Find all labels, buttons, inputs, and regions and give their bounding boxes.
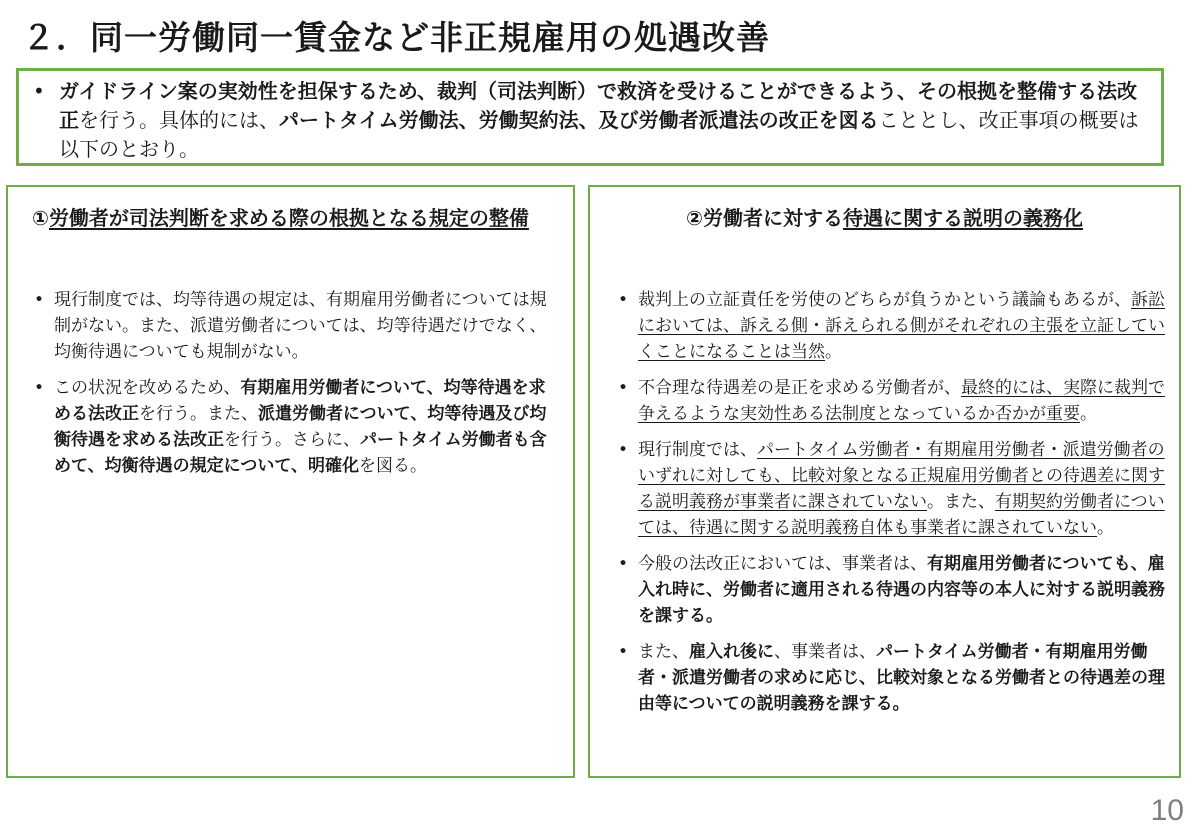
list-item-bold: 有期雇用労働者について、均等待遇を求める法改正	[54, 378, 546, 424]
list-item-underlined: 訴訟においては、訴える側・訴えられる側がそれぞれの主張を立証していくことになることは当然	[638, 290, 1165, 362]
list-item-text: 。また、	[927, 492, 995, 512]
list-item-underlined: パートタイム労働者・有期雇用労働者・派遣労働者のいずれに対しても、比較対象となる正規雇用労働者との待遇差に関する説明義務が事業者に課されていない	[638, 440, 1165, 512]
list-item	[616, 287, 1172, 365]
list-item-text: 今般の法改正においては、事業者は、	[638, 554, 927, 574]
list-item-text: 不合理な待遇差の是正を求める労働者が、	[638, 378, 961, 398]
summary-text-bold-1: ガイドライン案の実効性を担保するため、裁判（司法判断）で救済を受けることができるよう、その根拠を整備する法改正	[59, 79, 1137, 132]
right-panel	[588, 185, 1181, 778]
list-item-bold: 雇入れ後に	[689, 642, 774, 662]
right-heading-prefix: ②労働者に対する	[686, 206, 843, 230]
list-item-text: この状況を改めるため、	[54, 378, 241, 398]
summary-box	[16, 68, 1164, 166]
list-item-text: 。	[825, 342, 842, 362]
list-item-bold: パートタイム労働者・有期雇用労働者・派遣労働者の求めに応じ、比較対象となる労働者との待遇差の理由等についての説明義務を課する。	[638, 642, 1165, 714]
list-item-text: 、事業者は、	[774, 642, 876, 662]
list-item-underlined: 最終的には、実際に裁判で争えるような実効性ある法制度となっているか否かが重要	[638, 378, 1165, 424]
list-item-bold: 有期雇用労働者についても、雇入れ時に、労働者に適用される待遇の内容等の本人に対する説明義務を課する。	[638, 554, 1165, 626]
list-item	[616, 375, 1172, 427]
list-item-text: 現行制度では、	[638, 440, 757, 460]
summary-text-bold-2: パートタイム労働法、労働契約法、及び労働者派遣法の改正を図る	[279, 108, 879, 132]
left-bullet-list	[32, 287, 562, 489]
summary-text-2: こととし、改正事項の概要は以下のとおり。	[59, 108, 1139, 161]
list-item-text: また、	[638, 642, 689, 662]
list-item	[616, 551, 1172, 629]
list-item-text: 。	[1097, 518, 1114, 538]
summary-text-1: を行う。具体的には、	[79, 108, 279, 132]
list-item	[616, 437, 1172, 541]
list-item-underlined: 有期契約労働者については、待遇に関する説明義務自体も事業者に課されていない	[638, 492, 1165, 538]
left-heading-number: ①	[32, 206, 49, 230]
page-number: 10	[1150, 794, 1184, 827]
right-panel-heading	[590, 203, 1179, 233]
list-item-text: 裁判上の立証責任を労使のどちらが負うかという議論もあるが、	[638, 290, 1131, 310]
left-panel	[6, 185, 575, 778]
list-item-bold: パートタイム労働者も含めて、均衡待遇の規定について、明確化	[54, 430, 547, 476]
right-bullet-list	[616, 287, 1172, 727]
list-item-text: 現行制度では、均等待遇の規定は、有期雇用労働者については規制がない。また、派遣労働者については、均等待遇だけでなく、均衡待遇についても規制がない。	[54, 290, 547, 362]
list-item	[616, 639, 1172, 717]
list-item-text: 。	[1080, 404, 1097, 424]
list-item-bold: 派遣労働者について、均等待遇及び均衡待遇を求める法改正	[54, 404, 547, 450]
summary-bullet: •	[33, 79, 45, 103]
list-item	[32, 287, 562, 365]
right-heading-underlined: 待遇に関する説明の義務化	[842, 206, 1083, 230]
left-panel-heading	[32, 203, 562, 233]
page-title: ２．同一労働同一賃金など非正規雇用の処遇改善	[22, 18, 770, 57]
list-item-text: を行う。また、	[139, 404, 258, 424]
list-item-text: を図る。	[358, 456, 427, 476]
left-heading-text: 労働者が司法判断を求める際の根拠となる規定の整備	[48, 206, 529, 230]
list-item-text: を行う。さらに、	[224, 430, 360, 450]
list-item	[32, 375, 562, 479]
